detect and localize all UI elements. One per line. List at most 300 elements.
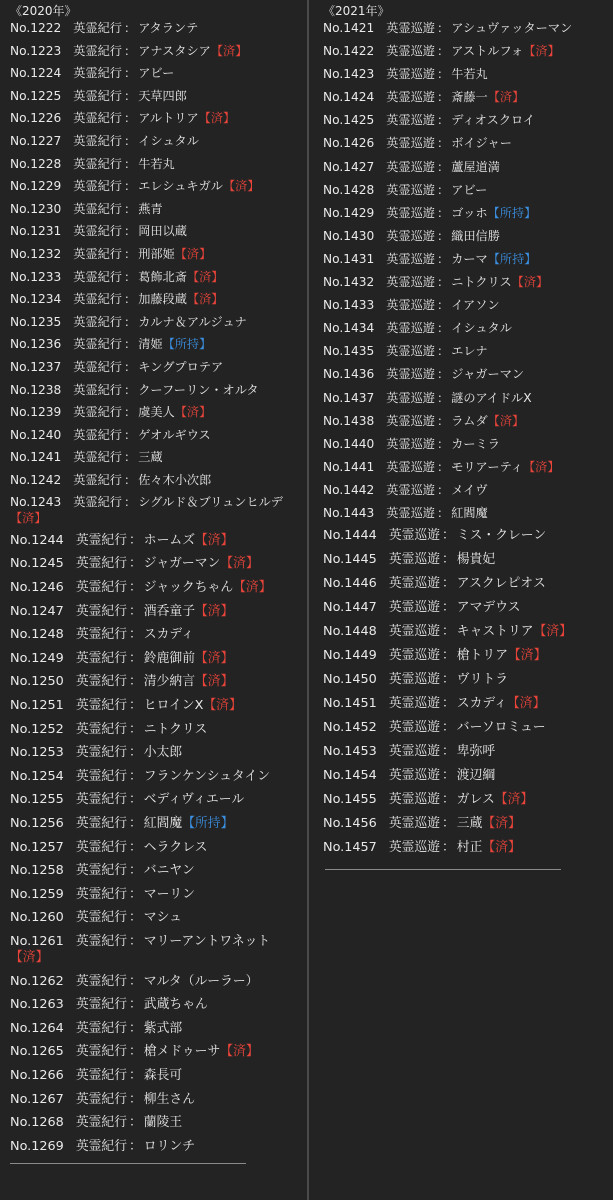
list-item bbox=[10, 472, 303, 488]
list-item bbox=[323, 696, 607, 712]
entry-series: 英霊紀行 bbox=[75, 674, 127, 690]
entry-series: 英霊紀行 bbox=[75, 1091, 127, 1107]
list-item bbox=[10, 178, 303, 194]
entry-name: アシュヴァッターマン bbox=[451, 21, 573, 35]
entry-name: イアソン bbox=[451, 298, 500, 313]
status-tag-done: 【済】 bbox=[487, 413, 525, 428]
entry-series: 英霊巡遊 bbox=[386, 459, 435, 474]
entry-separator: ： bbox=[129, 910, 142, 926]
entry-series: 英霊巡遊 bbox=[388, 600, 440, 616]
status-tag-done: 【済】 bbox=[222, 179, 260, 194]
list-item bbox=[10, 674, 303, 690]
entry-number: No.1250 bbox=[10, 674, 64, 690]
entry-number: No.1241 bbox=[10, 450, 62, 465]
entry-series: 英霊紀行 bbox=[75, 973, 127, 989]
entry-name: フランケンシュタイン bbox=[143, 768, 271, 784]
entry-name: クーフーリン・オルタ bbox=[138, 382, 259, 397]
entry-number: No.1432 bbox=[323, 275, 375, 290]
entry-name: スカディ bbox=[143, 627, 194, 643]
entry-number: No.1252 bbox=[10, 721, 64, 737]
entry-separator: ： bbox=[129, 997, 142, 1013]
entry-series: 英霊紀行 bbox=[75, 910, 127, 926]
list-item bbox=[323, 228, 607, 244]
entry-name: ニトクリス bbox=[143, 721, 208, 737]
list-item bbox=[10, 201, 303, 217]
list-item bbox=[323, 89, 607, 105]
entry-number: No.1457 bbox=[323, 840, 377, 856]
status-tag-done: 【済】 bbox=[533, 624, 572, 640]
entry-separator: ： bbox=[442, 648, 455, 664]
entry-separator: ： bbox=[129, 674, 142, 690]
list-item bbox=[10, 974, 303, 990]
status-tag-done: 【済】 bbox=[506, 696, 546, 712]
entry-separator: ： bbox=[442, 696, 455, 712]
entry-number: No.1430 bbox=[323, 228, 375, 243]
entry-number: No.1436 bbox=[323, 367, 375, 382]
list-item bbox=[323, 600, 607, 616]
entry-separator: ： bbox=[442, 744, 455, 760]
entry-series: 英霊巡遊 bbox=[388, 528, 440, 544]
entry-number: No.1435 bbox=[323, 344, 375, 359]
entry-series: 英霊紀行 bbox=[73, 246, 122, 261]
entry-series: 英霊紀行 bbox=[73, 495, 122, 510]
status-tag-done: 【済】 bbox=[194, 674, 234, 690]
entry-separator: ： bbox=[129, 933, 142, 949]
entry-separator: ： bbox=[437, 367, 450, 382]
entry-separator: ： bbox=[442, 624, 455, 640]
entry-number: No.1440 bbox=[323, 436, 375, 451]
list-item bbox=[10, 494, 303, 526]
entry-separator: ： bbox=[124, 314, 137, 329]
entry-series: 英霊紀行 bbox=[73, 405, 122, 420]
entry-name: 武蔵ちゃん bbox=[143, 997, 208, 1013]
entry-separator: ： bbox=[124, 472, 137, 487]
entry-series: 英霊巡遊 bbox=[386, 505, 435, 520]
list-item bbox=[10, 580, 303, 596]
entry-series: 英霊紀行 bbox=[75, 1138, 127, 1154]
entry-series: 英霊巡遊 bbox=[388, 552, 440, 568]
entry-name: 謎のアイドルX bbox=[451, 390, 532, 405]
entry-number: No.1240 bbox=[10, 427, 62, 442]
list-item bbox=[323, 413, 607, 429]
list-item bbox=[10, 533, 303, 549]
list-item bbox=[10, 359, 303, 375]
entry-name: 紫式部 bbox=[143, 1020, 183, 1036]
entry-name: スカディ bbox=[456, 696, 507, 712]
entry-series: 英霊紀行 bbox=[73, 450, 122, 465]
entry-number: No.1428 bbox=[323, 182, 375, 197]
entry-number: No.1263 bbox=[10, 997, 64, 1013]
status-tag-done: 【済】 bbox=[487, 90, 525, 105]
entry-separator: ： bbox=[129, 1091, 142, 1107]
entry-separator: ： bbox=[437, 275, 450, 290]
entry-number: No.1239 bbox=[10, 405, 62, 420]
entry-list-2020 bbox=[10, 20, 303, 1155]
entry-number: No.1454 bbox=[323, 768, 377, 784]
status-tag-done: 【済】 bbox=[494, 792, 534, 808]
entry-number: No.1456 bbox=[323, 816, 377, 832]
entry-number: No.1423 bbox=[323, 67, 375, 82]
entry-name: 佐々木小次郎 bbox=[138, 472, 212, 487]
entry-separator: ： bbox=[129, 886, 142, 902]
entry-name: ディオスクロイ bbox=[451, 113, 536, 128]
list-item bbox=[323, 624, 607, 640]
entry-series: 英霊巡遊 bbox=[386, 482, 435, 497]
entry-separator: ： bbox=[437, 113, 450, 128]
entry-separator: ： bbox=[437, 21, 450, 35]
list-item bbox=[323, 482, 607, 498]
entry-name: カーミラ bbox=[451, 436, 500, 451]
entry-series: 英霊紀行 bbox=[73, 269, 122, 284]
status-tag-owned: 【所持】 bbox=[162, 337, 212, 352]
entry-series: 英霊巡遊 bbox=[386, 205, 435, 220]
entry-separator: ： bbox=[129, 839, 142, 855]
list-item bbox=[323, 390, 607, 406]
status-tag-done: 【済】 bbox=[507, 648, 547, 664]
entry-list-2021 bbox=[323, 20, 607, 856]
entry-name: 蘆屋道満 bbox=[451, 159, 500, 174]
entry-separator: ： bbox=[124, 269, 137, 284]
entry-number: No.1450 bbox=[323, 672, 377, 688]
list-item bbox=[10, 816, 303, 832]
entry-name: カーマ bbox=[451, 251, 488, 266]
status-tag-done: 【済】 bbox=[203, 698, 242, 714]
list-item bbox=[323, 792, 607, 808]
entry-number: No.1427 bbox=[323, 159, 375, 174]
list-item bbox=[323, 816, 607, 832]
entry-series: 英霊巡遊 bbox=[388, 840, 440, 856]
entry-separator: ： bbox=[442, 528, 455, 544]
list-item bbox=[10, 382, 303, 398]
list-item bbox=[10, 336, 303, 352]
status-tag-done: 【済】 bbox=[186, 269, 224, 284]
entry-series: 英霊紀行 bbox=[75, 886, 127, 902]
status-tag-done: 【済】 bbox=[10, 511, 47, 526]
entry-series: 英霊紀行 bbox=[73, 382, 122, 397]
entry-number: No.1243 bbox=[10, 495, 62, 510]
entry-number: No.1452 bbox=[323, 720, 377, 736]
entry-series: 英霊紀行 bbox=[75, 815, 127, 831]
status-tag-owned: 【所持】 bbox=[487, 251, 537, 266]
entry-separator: ： bbox=[124, 246, 137, 261]
entry-number: No.1422 bbox=[323, 44, 375, 59]
entry-number: No.1234 bbox=[10, 292, 62, 307]
list-item bbox=[323, 182, 607, 198]
entry-name: 紅閻魔 bbox=[143, 815, 183, 831]
entry-name: 槍トリア bbox=[456, 648, 508, 664]
entry-name: ゲオルギウス bbox=[138, 427, 211, 442]
entry-name: キングプロテア bbox=[138, 359, 224, 374]
entry-separator: ： bbox=[129, 973, 142, 989]
entry-separator: ： bbox=[442, 768, 455, 784]
entry-number: No.1455 bbox=[323, 792, 377, 808]
entry-separator: ： bbox=[124, 43, 137, 58]
list-item bbox=[323, 112, 607, 128]
entry-name: 天草四郎 bbox=[138, 88, 187, 103]
entry-series: 英霊巡遊 bbox=[388, 696, 440, 712]
entry-series: 英霊巡遊 bbox=[386, 344, 435, 359]
entry-separator: ： bbox=[129, 1115, 142, 1131]
entry-series: 英霊巡遊 bbox=[388, 768, 440, 784]
entry-number: No.1269 bbox=[10, 1138, 64, 1154]
list-item bbox=[323, 459, 607, 475]
entry-separator: ： bbox=[129, 1067, 142, 1083]
entry-name: 清姫 bbox=[138, 337, 163, 352]
entry-series: 英霊紀行 bbox=[75, 1020, 127, 1036]
status-tag-done: 【済】 bbox=[198, 111, 236, 126]
list-item bbox=[10, 698, 303, 714]
entry-series: 英霊紀行 bbox=[75, 792, 127, 808]
entry-series: 英霊巡遊 bbox=[386, 228, 435, 243]
entry-number: No.1424 bbox=[323, 90, 375, 105]
entry-number: No.1235 bbox=[10, 314, 62, 329]
entry-number: No.1230 bbox=[10, 201, 62, 216]
entry-series: 英霊巡遊 bbox=[386, 367, 435, 382]
entry-separator: ： bbox=[437, 436, 450, 451]
entry-separator: ： bbox=[129, 1044, 142, 1060]
entry-separator: ： bbox=[124, 224, 137, 239]
status-tag-done: 【済】 bbox=[174, 405, 212, 420]
entry-separator: ： bbox=[437, 159, 450, 174]
entry-series: 英霊紀行 bbox=[75, 839, 127, 855]
entry-separator: ： bbox=[437, 344, 450, 359]
entry-number: No.1232 bbox=[10, 246, 62, 261]
entry-name: バニヤン bbox=[143, 863, 195, 879]
entry-series: 英霊巡遊 bbox=[386, 44, 435, 59]
entry-name: 楊貴妃 bbox=[456, 552, 496, 568]
entry-series: 英霊紀行 bbox=[75, 863, 127, 879]
entry-number: No.1228 bbox=[10, 156, 62, 171]
entry-series: 英霊紀行 bbox=[73, 133, 122, 148]
entry-separator: ： bbox=[442, 792, 455, 808]
entry-name: ホームズ bbox=[143, 532, 195, 548]
entry-number: No.1426 bbox=[323, 136, 375, 151]
entry-series: 英霊巡遊 bbox=[388, 672, 440, 688]
list-item bbox=[10, 65, 303, 81]
list-item bbox=[323, 552, 607, 568]
entry-series: 英霊紀行 bbox=[75, 1067, 127, 1083]
entry-name: アビー bbox=[138, 66, 175, 81]
list-item bbox=[323, 768, 607, 784]
entry-number: No.1248 bbox=[10, 627, 64, 643]
entry-series: 英霊紀行 bbox=[73, 224, 122, 239]
status-tag-done: 【済】 bbox=[522, 459, 560, 474]
entry-name: ベディヴィエール bbox=[143, 792, 245, 808]
entry-number: No.1421 bbox=[323, 21, 375, 35]
list-item bbox=[323, 720, 607, 736]
entry-name: メイヴ bbox=[451, 482, 488, 497]
status-tag-done: 【済】 bbox=[482, 840, 521, 856]
entry-number: No.1431 bbox=[323, 251, 375, 266]
status-tag-done: 【済】 bbox=[523, 44, 560, 59]
entry-separator: ： bbox=[124, 21, 137, 35]
entry-separator: ： bbox=[124, 88, 137, 103]
entry-name: ジャックちゃん bbox=[143, 580, 234, 596]
entry-name: マーリン bbox=[143, 886, 195, 902]
list-item bbox=[323, 159, 607, 175]
entry-number: No.1222 bbox=[10, 21, 62, 35]
entry-separator: ： bbox=[124, 156, 137, 171]
entry-name: 鈴鹿御前 bbox=[143, 650, 195, 666]
entry-name: 加藤段蔵 bbox=[138, 292, 187, 307]
list-item bbox=[10, 291, 303, 307]
entry-series: 英霊紀行 bbox=[73, 179, 122, 194]
entry-series: 英霊紀行 bbox=[75, 580, 127, 596]
entry-series: 英霊紀行 bbox=[73, 359, 122, 374]
entry-series: 英霊紀行 bbox=[75, 698, 127, 714]
entry-number: No.1233 bbox=[10, 269, 62, 284]
entry-name: アナスタシア bbox=[138, 43, 211, 58]
list-item bbox=[10, 404, 303, 420]
list-item bbox=[10, 314, 303, 330]
list-item bbox=[10, 1115, 303, 1131]
list-item bbox=[10, 88, 303, 104]
entry-name: 斎藤一 bbox=[451, 90, 488, 105]
list-item bbox=[10, 43, 303, 59]
entry-name: 小太郎 bbox=[143, 745, 183, 761]
entry-name: 渡辺綱 bbox=[456, 768, 496, 784]
list-item bbox=[10, 246, 303, 262]
entry-series: 英霊紀行 bbox=[73, 111, 122, 126]
entry-series: 英霊巡遊 bbox=[386, 298, 435, 313]
entry-number: No.1225 bbox=[10, 88, 62, 103]
entry-separator: ： bbox=[129, 792, 142, 808]
entry-separator: ： bbox=[129, 556, 142, 572]
list-item bbox=[10, 110, 303, 126]
entry-number: No.1268 bbox=[10, 1115, 64, 1131]
entry-separator: ： bbox=[437, 482, 450, 497]
entry-separator: ： bbox=[124, 179, 137, 194]
list-item bbox=[10, 133, 303, 149]
entry-number: No.1429 bbox=[323, 205, 375, 220]
status-tag-owned: 【所持】 bbox=[182, 815, 234, 831]
entry-name: カルナ＆アルジュナ bbox=[138, 314, 247, 329]
entry-name: 卑弥呼 bbox=[456, 744, 496, 760]
entry-number: No.1260 bbox=[10, 910, 64, 926]
entry-name: モリアーティ bbox=[451, 459, 523, 474]
entry-separator: ： bbox=[124, 337, 137, 352]
entry-series: 英霊紀行 bbox=[75, 745, 127, 761]
status-tag-done: 【済】 bbox=[220, 556, 259, 572]
entry-separator: ： bbox=[437, 67, 450, 82]
list-item bbox=[323, 505, 607, 521]
entry-separator: ： bbox=[124, 382, 137, 397]
entry-series: 英霊巡遊 bbox=[386, 390, 435, 405]
entry-series: 英霊巡遊 bbox=[386, 113, 435, 128]
entry-name: ミス・クレーン bbox=[456, 528, 547, 544]
entry-name: 葛飾北斎 bbox=[138, 269, 187, 284]
entry-number: No.1438 bbox=[323, 413, 375, 428]
entry-separator: ： bbox=[124, 405, 137, 420]
entry-name: 柳生さん bbox=[143, 1091, 195, 1107]
entry-name: 虞美人 bbox=[138, 405, 175, 420]
entry-separator: ： bbox=[129, 815, 142, 831]
status-tag-done: 【済】 bbox=[194, 532, 234, 548]
entry-number: No.1224 bbox=[10, 66, 62, 81]
status-tag-done: 【済】 bbox=[220, 1044, 259, 1060]
list-item bbox=[10, 910, 303, 926]
list-item bbox=[10, 769, 303, 785]
entry-name: ニトクリス bbox=[451, 275, 512, 290]
entry-number: No.1425 bbox=[323, 113, 375, 128]
entry-series: 英霊紀行 bbox=[75, 997, 127, 1013]
entry-separator: ： bbox=[442, 720, 455, 736]
entry-series: 英霊巡遊 bbox=[386, 251, 435, 266]
entry-series: 英霊巡遊 bbox=[388, 624, 440, 640]
entry-series: 英霊紀行 bbox=[75, 768, 127, 784]
entry-series: 英霊紀行 bbox=[75, 650, 127, 666]
list-item bbox=[10, 627, 303, 643]
status-tag-done: 【済】 bbox=[194, 603, 234, 619]
entry-number: No.1262 bbox=[10, 973, 64, 989]
entry-separator: ： bbox=[442, 552, 455, 568]
list-item bbox=[323, 20, 607, 36]
year-heading-2020: 《2020年》 bbox=[10, 4, 77, 18]
list-item bbox=[10, 556, 303, 572]
entry-name: マリーアントワネット bbox=[143, 933, 271, 949]
list-item bbox=[10, 863, 303, 879]
entry-name: ロリンチ bbox=[143, 1138, 195, 1154]
list-item bbox=[323, 43, 607, 59]
entry-number: No.1223 bbox=[10, 43, 62, 58]
entry-name: アタランテ bbox=[138, 21, 199, 35]
entry-series: 英霊紀行 bbox=[75, 627, 127, 643]
entry-number: No.1238 bbox=[10, 382, 62, 397]
entry-separator: ： bbox=[442, 576, 455, 592]
list-item bbox=[10, 1068, 303, 1084]
year-heading-2021: 《2021年》 bbox=[323, 4, 390, 18]
entry-name: アビー bbox=[451, 182, 488, 197]
entry-number: No.1231 bbox=[10, 224, 62, 239]
entry-name: 清少納言 bbox=[143, 674, 195, 690]
section-divider-rule bbox=[10, 1163, 246, 1164]
entry-number: No.1258 bbox=[10, 863, 64, 879]
entry-name: バーソロミュー bbox=[456, 720, 546, 736]
entry-name: 三蔵 bbox=[138, 450, 163, 465]
entry-series: 英霊紀行 bbox=[73, 66, 122, 81]
status-tag-done: 【済】 bbox=[210, 43, 248, 58]
entry-separator: ： bbox=[124, 133, 137, 148]
entry-series: 英霊紀行 bbox=[73, 21, 122, 35]
entry-number: No.1244 bbox=[10, 532, 64, 548]
entry-separator: ： bbox=[124, 427, 137, 442]
entry-number: No.1442 bbox=[323, 482, 375, 497]
entry-number: No.1245 bbox=[10, 556, 64, 572]
entry-name: アルトリア bbox=[138, 111, 199, 126]
entry-name: ガレス bbox=[456, 792, 495, 808]
entry-number: No.1451 bbox=[323, 696, 377, 712]
entry-separator: ： bbox=[124, 359, 137, 374]
entry-name: 蘭陵王 bbox=[143, 1115, 183, 1131]
list-item bbox=[323, 320, 607, 336]
entry-number: No.1444 bbox=[323, 528, 377, 544]
entry-series: 英霊紀行 bbox=[73, 88, 122, 103]
entry-series: 英霊巡遊 bbox=[386, 413, 435, 428]
entry-name: エレナ bbox=[451, 344, 488, 359]
list-item bbox=[10, 651, 303, 667]
list-item bbox=[323, 648, 607, 664]
status-tag-done: 【済】 bbox=[174, 246, 212, 261]
entry-number: No.1434 bbox=[323, 321, 375, 336]
list-item bbox=[323, 66, 607, 82]
entry-name: 村正 bbox=[456, 840, 483, 856]
entry-series: 英霊紀行 bbox=[73, 337, 122, 352]
entry-series: 英霊紀行 bbox=[75, 556, 127, 572]
entry-name: 岡田以蔵 bbox=[138, 224, 187, 239]
list-item bbox=[323, 251, 607, 267]
entry-series: 英霊紀行 bbox=[75, 721, 127, 737]
entry-number: No.1253 bbox=[10, 745, 64, 761]
